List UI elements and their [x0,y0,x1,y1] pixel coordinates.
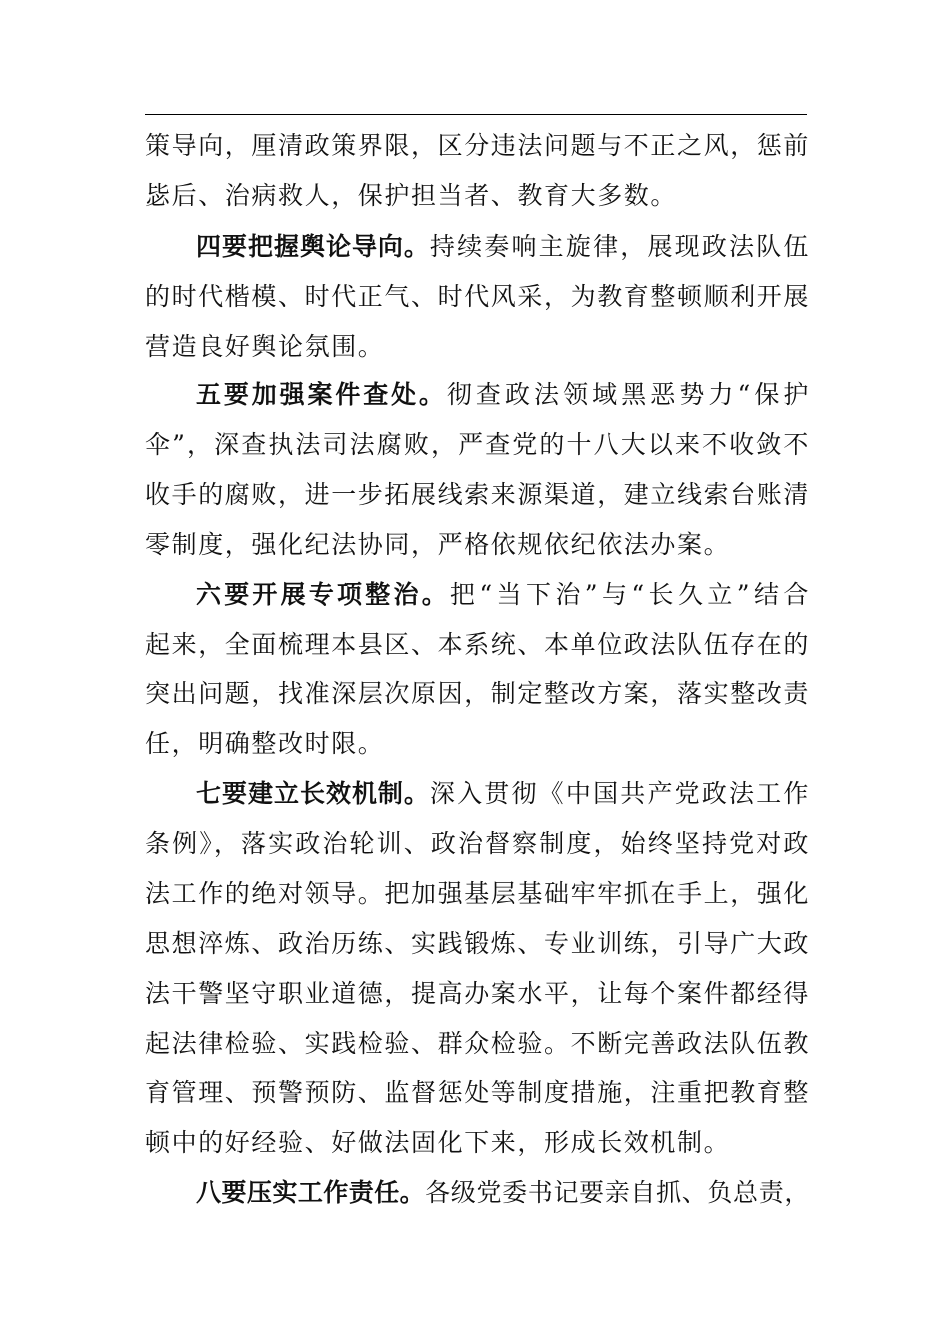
text-span: 持续奏响主旋律，展现政法队伍 [429,232,810,261]
text-span: 把“当下治”与“长久立”结合 [449,580,810,609]
header-rule [145,114,807,115]
paragraph-first-line [196,380,810,410]
text-line: 零制度，强化纪法协同，严格依规依纪依法办案。 [145,530,731,559]
paragraph-heading: 四要把握舆论导向。 [196,232,430,261]
text-line: 伞”，深查执法司法腐败，严查党的十八大以来不收敛不 [145,430,810,459]
text-line: 顿中的好经验、好做法固化下来，形成长效机制。 [145,1128,731,1157]
text-span: 各级党委书记要亲自抓、负总责， [425,1178,810,1207]
text-span: 彻查政法领域黑恶势力“保护 [446,380,810,409]
text-line: 条例》，落实政治轮训、政治督察制度，始终坚持党对政 [145,829,810,858]
text-line: 育管理、预警预防、监督惩处等制度措施，注重把教育整 [145,1078,811,1107]
text-line: 收手的腐败，进一步拓展线索来源渠道，建立线索台账清 [145,480,811,509]
text-line: 突出问题，找准深层次原因，制定整改方案，落实整改责 [145,679,811,708]
text-line: 策导向，厘清政策界限，区分违法问题与不正之风，惩前 [145,131,811,160]
paragraph-first-line [196,1178,810,1208]
paragraph-heading: 六要开展专项整治。 [196,580,450,609]
text-line: 法干警坚守职业道德，提高办案水平，让每个案件都经得 [145,979,811,1008]
text-line: 营造良好舆论氛围。 [145,332,385,361]
text-line: 起法律检验、实践检验、群众检验。不断完善政法队伍教 [145,1029,811,1058]
text-line: 任，明确整改时限。 [145,729,385,758]
text-line: 法工作的绝对领导。把加强基层基础牢牢抓在手上，强化 [145,879,811,908]
text-span: 深入贯彻《中国共产党政法工作 [429,779,810,808]
text-line: 思想淬炼、政治历练、实践锻炼、专业训练，引导广大政 [145,929,811,958]
paragraph-first-line [196,580,810,610]
paragraph-first-line [196,779,810,809]
paragraph-first-line [196,232,810,262]
text-line: 起来，全面梳理本县区、本系统、本单位政法队伍存在的 [145,630,811,659]
paragraph-heading: 七要建立长效机制。 [196,779,430,808]
text-line: 毖后、治病救人，保护担当者、教育大多数。 [145,181,678,210]
text-line: 的时代楷模、时代正气、时代风采，为教育整顿顺利开展 [145,282,811,311]
paragraph-heading: 八要压实工作责任。 [196,1178,426,1207]
paragraph-heading: 五要加强案件查处。 [196,380,447,409]
